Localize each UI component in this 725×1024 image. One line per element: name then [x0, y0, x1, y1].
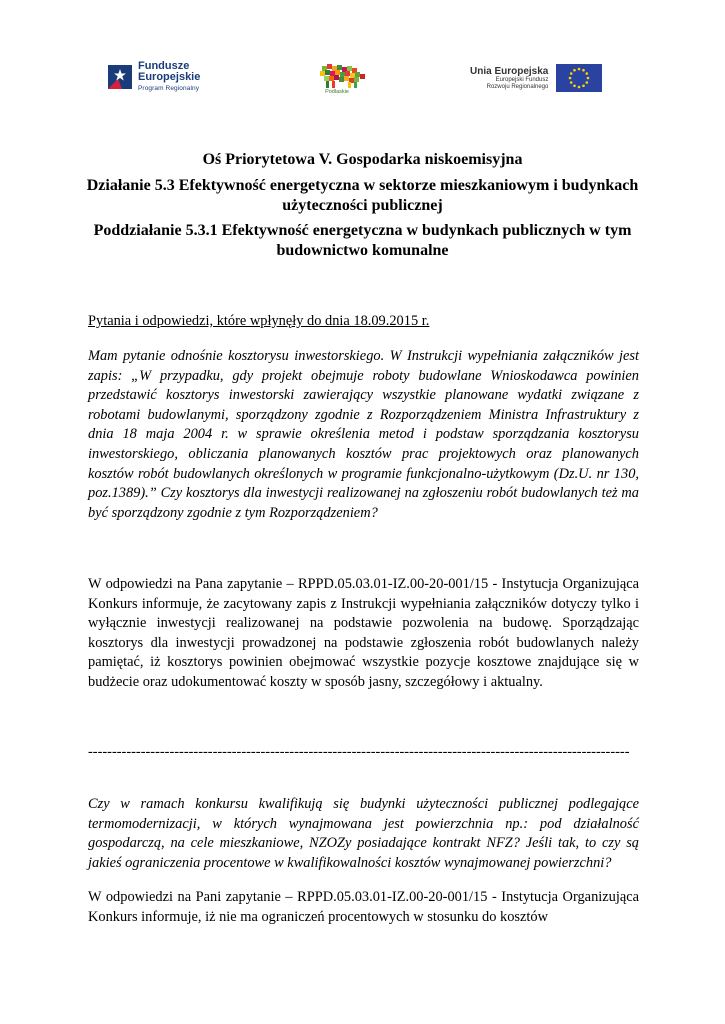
- subaction-heading: Poddziałanie 5.3.1 Efektywność energetyczna w budynkach publicznych w tym budownictwo komunalne: [93, 222, 632, 259]
- ue-line3: Rozwoju Regionalnego: [486, 83, 549, 90]
- separator-line: -----------------------------------------------------------------------------------------------------------------: [88, 744, 630, 760]
- intro-line: Pytania i odpowiedzi, które wpłynęły do dnia 18.09.2015 r.: [88, 313, 430, 329]
- podlaskie-label: Podlaskie: [325, 89, 349, 95]
- fundusze-line1: Fundusze: [138, 59, 190, 72]
- fundusze-europejskie-logo: [108, 60, 200, 94]
- fundusze-line2: Europejskie: [138, 70, 201, 83]
- action-heading: Działanie 5.3 Efektywność energetyczna w sektorze mieszkaniowym i budynkach użyteczności publicznej: [86, 177, 639, 214]
- question-1: Mam pytanie odnośnie kosztorysu inwestorskiego. W Instrukcji wypełniania załączników jest zapis: „W przypadku, gdy projekt obejmuje roboty budowlane Wnioskodawca powinien przedstawić kosztorys inwestorski zawierający wszystkie planowane wydatki związane z robotami budowlanymi, sporządzony zgodnie z Rozporządzeniem Ministra Infrastruktury z dnia 18 maja 2004 r. w sprawie określenia metod i podstaw sporządzania kosztorysu inwestorskiego, obliczania planowanych kosztów prac projektowych oraz planowanych kosztów robót budowlanych określonych w programie funkcjonalno-użytkowym (Dz.U. nr 130, poz.1389).” Czy kosztorys dla inwestycji realizowanej na zgłoszeniu robót budowlanych też ma być sporządzony zgodnie z tym Rozporządzeniem?: [88, 348, 639, 521]
- eu-flag-icon: [556, 64, 602, 92]
- fundusze-star-icon: [108, 65, 132, 89]
- bison-mosaic-icon: [320, 64, 365, 88]
- ue-line1: Unia Europejska: [470, 65, 549, 77]
- question-2: Czy w ramach konkursu kwalifikują się budynki użyteczności publicznej podlegające termomodernizacji, w których wynajmowana jest powierzchnia np.: pod działalność gospodarczą, na cele mieszkaniowe, NZOZy posiadające kontrakt NFZ? Jeśli tak, to czy są jakieś ograniczenia procentowe w kwalifikowalności kosztów wynajmowanej powierzchni?: [88, 796, 639, 871]
- answer-1: W odpowiedzi na Pana zapytanie – RPPD.05.03.01-IZ.00-20-001/15 - Instytucja Organizująca Konkurs informuje, że zacytowany zapis z Instrukcji wypełniania załączników dotyczy tylko i wyłącznie inwestycji realizowanej na podstawie pozwolenia na budowę. Sporządzając kosztorys dla inwestycji prowadzonej na podstawie zgłoszenia robót budowlanych należy pamiętać, iż kosztorys powinien obejmować wszystkie pozycje kosztowe znajdujące się w budżecie oraz udokumentować koszty w sposób jasny, szczegółowy i aktualny.: [88, 576, 639, 690]
- axis-heading: Oś Priorytetowa V. Gospodarka niskoemisyjna: [202, 151, 523, 168]
- ue-line2: Europejski Fundusz: [495, 76, 549, 83]
- fundusze-line3: Program Regionalny: [138, 84, 200, 92]
- unia-europejska-logo: [470, 64, 602, 92]
- answer-2: W odpowiedzi na Pani zapytanie – RPPD.05.03.01-IZ.00-20-001/15 - Instytucja Organizująca Konkurs informuje, iż nie ma ograniczeń procentowych w stosunku do kosztów: [88, 889, 639, 925]
